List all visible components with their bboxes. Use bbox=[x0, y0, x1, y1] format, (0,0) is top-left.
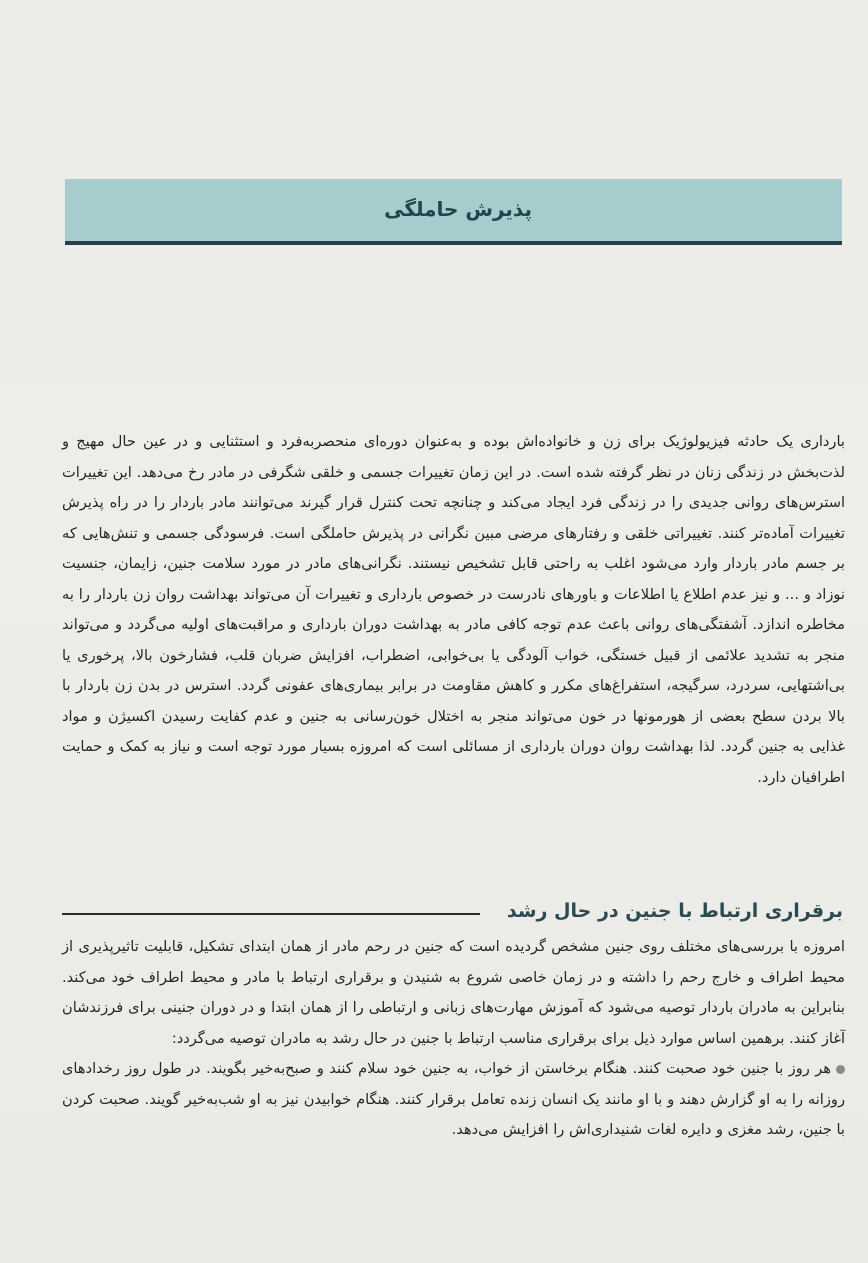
bullet-dot-icon bbox=[836, 1065, 845, 1074]
intro-paragraph: بارداری یک حادثه فیزیولوژیک برای زن و خانواده‌اش بوده و به‌عنوان دوره‌ای منحصربه‌فرد و استثنایی و در عین حال مهیج و لذت‌بخش در زندگی زنان در نظر گرفته شده است. در این زمان تغییرات جسمی و خلقی شگرفی در مادر رخ می‌دهد. این تغییرات استرس‌های روانی جدیدی را در زندگی فرد ایجاد می‌کند و چنانچه تحت کنترل قرار گیرند می‌توانند مادر باردار را در راه پذیرش تغییرات آماده‌تر کنند. تغییراتی خلقی و رفتارهای مرضی مبین نگرانی در پذیرش حاملگی است. فرسودگی جسمی و تنش‌هایی که بر جسم مادر باردار وارد می‌شود اغلب به راحتی قابل تشخیص نیستند. نگرانی‌های مادر در مورد سلامت جنین، زایمان، جنسیت نوزاد و ... و نیز عدم اطلاع یا اطلاعات و باورهای نادرست در خصوص بارداری و تغییرات آن می‌تواند بهداشت روان زن باردار را به مخاطره اندازد. آشفتگی‌های روانی باعث عدم توجه کافی مادر به بهداشت دوران بارداری و مراقبت‌های اولیه می‌گردد و می‌تواند منجر به تشدید علائمی از قبیل خستگی، خواب آلودگی یا بی‌خوابی، اضطراب، افزایش ضربان قلب، فشارخون بالا، پرخوری یا بی‌اشتهایی، سردرد، سرگیجه، استفراغ‌های مکرر و کاهش مقاومت در برابر بیماری‌های عفونی گردد. استرس در بدن زن باردار با بالا بردن سطح بعضی از هورمونها در خون می‌تواند منجر به اختلال خون‌رسانی به جنین و عدم کفایت رسیدن اکسیژن و مواد غذایی به جنین گردد. لذا بهداشت روان دوران بارداری از مسائلی است که امروزه بسیار مورد توجه است و نیاز به کمک و حمایت اطرافیان دارد. bbox=[62, 433, 845, 786]
title-banner bbox=[65, 179, 842, 245]
page-title: پذیرش حاملگی bbox=[384, 197, 532, 221]
section-divider bbox=[62, 913, 480, 915]
bullet-item bbox=[62, 1054, 845, 1146]
section-body bbox=[62, 932, 845, 1146]
bullet-text: هر روز با جنین خود صحبت کنند. هنگام برخاستن از خواب، به جنین خود سلام کنند و صبح‌به‌خیر بگویند. در طول روز رخدادهای روزانه را به او گزارش دهند و با او مانند یک انسان زنده تعامل برقرار کنند. هنگام خوابیدن نیز به او شب‌به‌خیر گویند. صحبت کردن با جنین، رشد مغزی و دایره لغات شنیداری‌اش را افزایش می‌دهد. bbox=[62, 1060, 845, 1138]
section-paragraph: امروزه با بررسی‌های مختلف روی جنین مشخص گردیده است که جنین در رحم مادر از همان ابتدای تشکیل، قابلیت تاثیرپذیری از محیط اطراف و خارج رحم را داشته و در زمان خاصی شروع به شنیدن و برقراری ارتباط با مادر و محیط اطراف خود می‌کند. بنابراین به مادران باردار توصیه می‌شود که آموزش مهارت‌های زبانی و ارتباطی را از همان ابتدا و در دوران جنینی برای فرزندشان آغاز کنند. برهمین اساس موارد ذیل برای برقراری مناسب ارتباط با جنین در حال رشد به مادران توصیه می‌گردد: bbox=[62, 938, 845, 1047]
section-heading: برقراری ارتباط با جنین در حال رشد bbox=[506, 900, 843, 922]
